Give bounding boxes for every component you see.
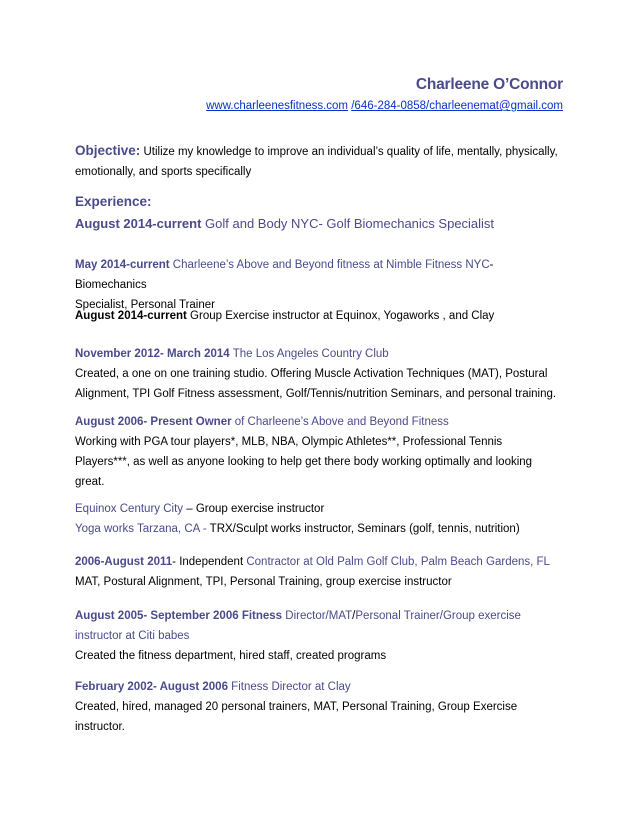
entry-citi-babes: [75, 606, 567, 666]
entry-clay: [75, 677, 567, 737]
entry-date: August 2014-current: [75, 310, 187, 322]
entry-org: Yoga works Tarzana, CA -: [75, 523, 207, 535]
entry-nimble: [75, 255, 567, 315]
entry-org: The Los Angeles Country Club: [229, 348, 389, 360]
entry-role-cont: Specialist, Personal Trainer: [75, 299, 215, 311]
objective-label: Objective:: [75, 143, 141, 158]
entry-equinox-yogaworks: [75, 499, 567, 539]
entry-desc-2: Alignment, TPI Golf Fitness assessment, Golf/Tennis/nutrition Seminars, and personal training.: [75, 388, 557, 400]
entry-desc-1: Working with PGA tour players*, MLB, NBA, Olympic Athletes**, Professional Tennis: [75, 436, 503, 448]
website-link[interactable]: www.charleenesfitness.com: [206, 100, 349, 112]
entry-org: Director/MAT: [282, 610, 353, 622]
entry-desc-2: instructor.: [75, 721, 125, 733]
contact-details-link[interactable]: /646-284-0858/charleenemat@gmail.com: [351, 100, 563, 112]
contact-line: [206, 100, 563, 112]
entry-slash: /: [352, 610, 356, 622]
entry-role: – Group exercise instructor: [183, 503, 325, 515]
entry-desc-1: Created, a one on one training studio. Offering Muscle Activation Techniques (MAT), Postural: [75, 368, 548, 380]
entry-org-line2: instructor at Citi babes: [75, 630, 190, 642]
entry-date: February 2002- August 2006: [75, 681, 228, 693]
entry-desc-3: great.: [75, 476, 105, 488]
entry-old-palm: [75, 552, 567, 592]
entry-dash: - Independent: [172, 556, 247, 568]
entry-date: November 2012- March 2014: [75, 348, 230, 360]
experience-heading: Experience:: [75, 194, 152, 209]
entry-org: of Charleene’s Above and Beyond Fitness: [231, 416, 449, 428]
entry-org-cont: Personal Trainer/Group exercise: [355, 610, 521, 622]
entry-date: August 2005- September 2006 Fitness: [75, 610, 283, 622]
entry-org: Contractor at Old Palm Golf Club, Palm Beach Gardens, FL: [246, 556, 550, 568]
entry-date: August 2006- Present Owner: [75, 416, 232, 428]
entry-desc-2: Players***, as well as anyone looking to help get there body working optimally and looking: [75, 456, 533, 468]
entry-desc-1: Created the fitness department, hired staff, created programs: [75, 650, 387, 662]
objective-text-1: Utilize my knowledge to improve an individual’s quality of life, mentally, physically,: [140, 146, 558, 158]
entry-lacc: [75, 344, 567, 404]
entry-owner: [75, 412, 567, 492]
entry-date: 2006-August 2011: [75, 556, 173, 568]
entry-title: Group Exercise instructor at Equinox, Yogaworks , and Clay: [186, 310, 495, 322]
entry-role: TRX/Sculpt works instructor, Seminars (golf, tennis, nutrition): [206, 523, 520, 535]
entry-date: May 2014-current: [75, 259, 170, 271]
entry-golf-body: [75, 216, 494, 231]
entry-org: Fitness Director at Clay: [227, 681, 351, 693]
entry-date: August 2014-current: [75, 216, 202, 231]
entry-org: Charleene’s Above and Beyond fitness at Nimble Fitness NYC: [169, 259, 490, 271]
entry-org: Equinox Century City: [75, 503, 184, 515]
objective-text-2: emotionally, and sports specifically: [75, 166, 252, 178]
entry-group-exercise: [75, 310, 494, 322]
resume-name: Charleene O’Connor: [415, 76, 563, 93]
entry-role: - Biomechanics: [75, 259, 494, 291]
entry-title: Golf and Body NYC- Golf Biomechanics Specialist: [201, 216, 495, 231]
entry-desc-1: Created, hired, managed 20 personal trainers, MAT, Personal Training, Group Exercise: [75, 701, 518, 713]
objective-section: [75, 141, 567, 182]
entry-desc-1: MAT, Postural Alignment, TPI, Personal Training, group exercise instructor: [75, 576, 452, 588]
